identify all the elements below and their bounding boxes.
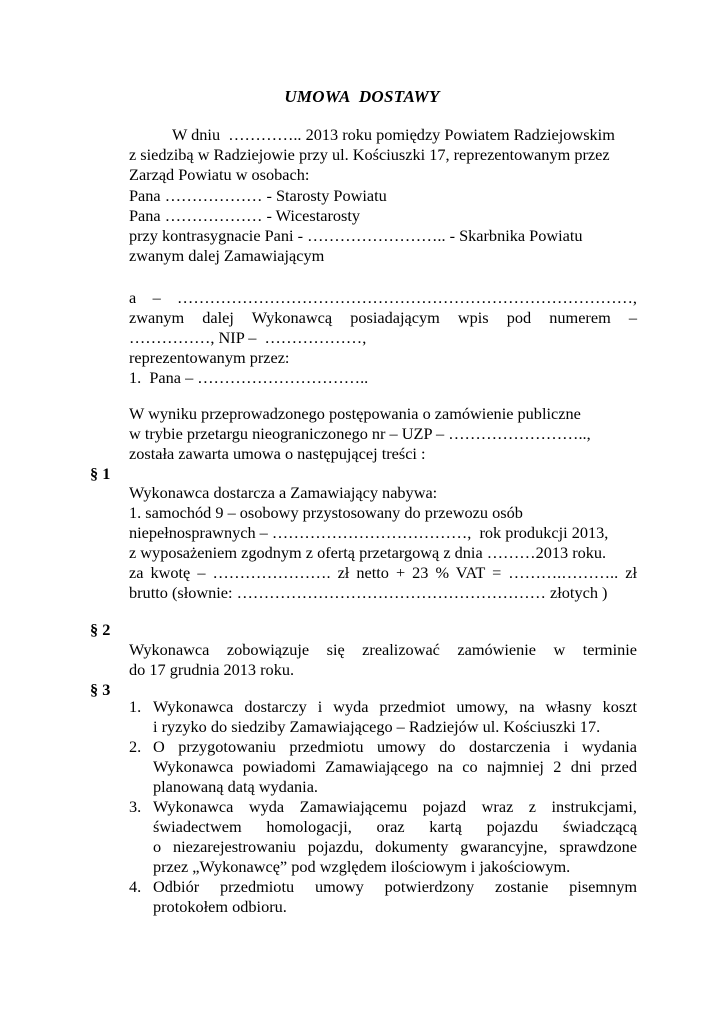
list-item-number: 3. — [129, 797, 142, 816]
section-1-line: 1. samochód 9 – osobowy przystosowany do przewozu osób — [129, 503, 523, 522]
contractor-line: ……………, NIP – ………………, — [129, 328, 367, 347]
list-item-line: planowaną datą wydania. — [153, 777, 319, 796]
list-item-line: świadectwem homologacji, oraz kartą pojazdu świadczącą — [153, 817, 637, 836]
section-1-line: brutto (słownie: ………………………………………………… złotych ) — [129, 583, 608, 602]
list-item-number: 1. — [129, 697, 142, 716]
section-1-line: niepełnosprawnych – ………………………………, rok produkcji 2013, — [129, 523, 609, 542]
list-item-line: o niezarejestrowaniu pojazdu, dokumenty gwarancyjne, sprawdzone — [153, 837, 637, 856]
list-item-line: Wykonawca wyda Zamawiającemu pojazd wraz z instrukcjami, — [153, 797, 637, 816]
section-1-line: Wykonawca dostarcza a Zamawiający nabywa: — [129, 483, 438, 502]
procedure-line: została zawarta umowa o następującej treści : — [129, 444, 426, 463]
section-3-heading: § 3 — [90, 680, 111, 699]
list-item-number: 4. — [129, 877, 142, 896]
intro-line: Zarząd Powiatu w osobach: — [129, 165, 310, 184]
list-item-line: Wykonawca powiadomi Zamawiającego na co najmniej 2 dni przed — [153, 757, 637, 776]
contractor-line: 1. Pana – ………………………….. — [129, 368, 369, 387]
intro-line: z siedzibą w Radziejowie przy ul. Kościuszki 17, reprezentowanym przez — [129, 145, 610, 164]
intro-line: Pana ……………… - Wicestarosty — [129, 206, 361, 225]
contractor-line: reprezentowanym przez: — [129, 348, 290, 367]
list-item-line: Wykonawca dostarczy i wyda przedmiot umowy, na własny koszt — [153, 697, 637, 716]
list-item-line: protokołem odbioru. — [153, 897, 287, 916]
list-item-line: przez „Wykonawcę” pod względem ilościowym i jakościowym. — [153, 857, 571, 876]
intro-line: W dniu ………….. 2013 roku pomiędzy Powiatem Radziejowskim — [172, 125, 615, 144]
contractor-line: a – …………………………………………………………………………, — [129, 288, 637, 307]
section-2-heading: § 2 — [90, 620, 111, 639]
list-item-line: O przygotowaniu przedmiotu umowy do dostarczenia i wydania — [153, 737, 637, 756]
section-2-line: Wykonawca zobowiązuje się zrealizować zamówienie w terminie — [129, 640, 637, 659]
document-title: UMOWA DOSTAWY — [284, 87, 440, 106]
procedure-line: W wyniku przeprowadzonego postępowania o zamówienie publiczne — [129, 404, 581, 423]
list-item-line: Odbiór przedmiotu umowy potwierdzony zostanie pisemnym — [153, 877, 637, 896]
section-1-heading: § 1 — [90, 464, 111, 483]
section-1-line: z wyposażeniem zgodnym z ofertą przetargową z dnia ………2013 roku. — [129, 543, 607, 562]
procedure-line: w trybie przetargu nieograniczonego nr – UZP – …………………….., — [129, 424, 591, 443]
section-1-line: za kwotę – …………………. zł netto + 23 % VAT = ……….……….. zł — [129, 563, 637, 582]
list-item-line: i ryzyko do siedziby Zamawiającego – Radziejów ul. Kościuszki 17. — [153, 717, 601, 736]
intro-line: zwanym dalej Zamawiającym — [129, 246, 325, 265]
intro-line: przy kontrasygnacie Pani - …………………….. - Skarbnika Powiatu — [129, 226, 583, 245]
section-2-line: do 17 grudnia 2013 roku. — [129, 660, 295, 679]
contractor-line: zwanym dalej Wykonawcą posiadającym wpis pod numerem – — [129, 308, 637, 327]
list-item-number: 2. — [129, 737, 142, 756]
intro-line: Pana ……………… - Starosty Powiatu — [129, 186, 387, 205]
